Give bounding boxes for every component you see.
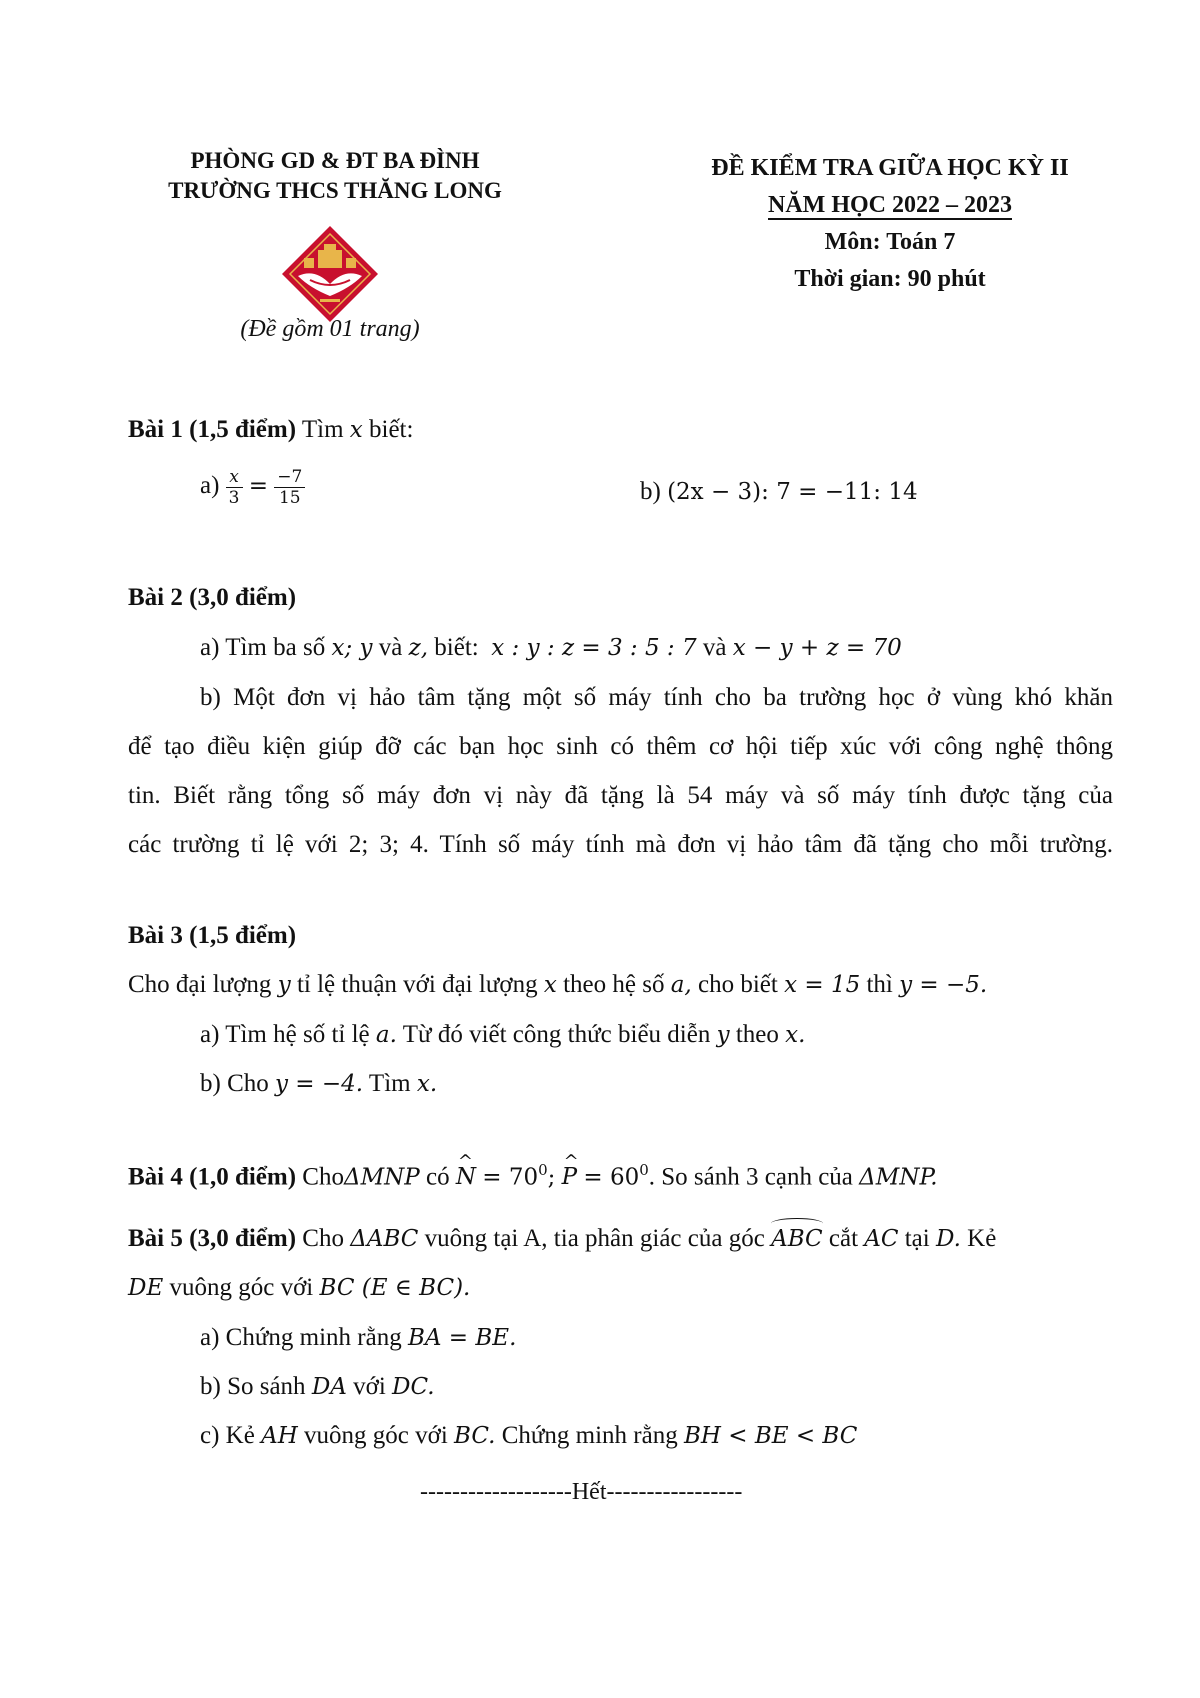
subject: Môn: Toán 7 — [824, 229, 956, 255]
bai1-heading: Bài 1 (1,5 điểm) — [128, 416, 297, 443]
angle-abc: ABC — [771, 1223, 823, 1255]
bai2-b-line4: các trường tỉ lệ với 2; 3; 4. Tính số máy tính mà đơn vị hảo tâm đã tặng cho mỗi trường. — [128, 831, 1113, 858]
duration: Thời gian: 90 phút — [794, 266, 986, 292]
page-count-note: (Đề gồm 01 trang) — [240, 316, 420, 342]
bai3-heading: Bài 3 (1,5 điểm) — [128, 922, 297, 949]
bai5-part-b: b) So sánh DA với DC. — [200, 1373, 435, 1400]
end-marker: -------------------Hết----------------- — [420, 1479, 743, 1505]
bai4-heading: Bài 4 (1,0 điểm) — [128, 1163, 297, 1191]
bai5-line2: DE vuông góc với BC (E ∈ BC). — [128, 1274, 471, 1301]
fraction-minus7-over-15: $\frac{-7}{15}$ — [274, 467, 305, 508]
school-header — [120, 146, 550, 206]
department-name: PHÒNG GD & ĐT BA ĐÌNH — [190, 148, 480, 173]
bai5-part-c: c) Kẻ AH vuông góc với BC. Chứng minh rằng BH < BE < BC — [200, 1422, 858, 1449]
school-year: NĂM HỌC 2022 – 2023 — [768, 192, 1012, 218]
bai4-line: Bài 4 (1,0 điểm) ChoΔMNP có ^ $N = 70^0$; ^ $P = 60^0$. So sánh 3 cạnh của ΔMNP. — [128, 1154, 938, 1193]
school-name: TRƯỜNG THCS THĂNG LONG — [168, 178, 502, 203]
bai3-part-a: a) Tìm hệ số tỉ lệ a. Từ đó viết công thức biểu diễn y theo x. — [200, 1021, 806, 1048]
bai5-part-a: a) Chứng minh rằng BA = BE. — [200, 1324, 517, 1351]
school-logo-icon — [280, 224, 380, 324]
fraction-x-over-3: $\frac{x}{3}$ — [226, 467, 243, 508]
bai2-part-a: a) Tìm ba số x; y và z, biết: x : y : z = 3 : 5 : 7 và x − y + z = 70 — [200, 634, 902, 661]
bai3-part-b: b) Cho y = −4. Tìm x. — [200, 1070, 438, 1097]
angle-p: ^ P — [562, 1161, 577, 1193]
exam-title: ĐỀ KIỂM TRA GIỮA HỌC KỲ II — [711, 155, 1069, 181]
bai2-b-line1: b) Một đơn vị hảo tâm tặng một số máy tính cho ba trường học ở vùng khó khăn — [200, 684, 1113, 711]
bai1-part-a: a) $\frac{x}{3}$ = $\frac{-7}{15}$ — [200, 467, 305, 508]
angle-n: ^ N — [456, 1161, 476, 1193]
bai2-heading: Bài 2 (3,0 điểm) — [128, 584, 297, 611]
bai2-b-line3: tin. Biết rằng tổng số máy đơn vị này đã tặng là 54 máy và số máy tính được tặng của — [128, 782, 1113, 809]
bai1-part-b: b) (2x − 3): 7 = −11: 14 — [640, 478, 918, 505]
bai2-b-line2: để tạo điều kiện giúp đỡ các bạn học sinh có thêm cơ hội tiếp xúc với công nghệ thông — [128, 733, 1113, 760]
bai5-heading: Bài 5 (3,0 điểm) — [128, 1225, 297, 1252]
bai5-line1: Bài 5 (3,0 điểm) Cho ΔABC vuông tại A, tia phân giác của góc ABC cắt AC tại D. Kẻ — [128, 1223, 996, 1255]
bai1-heading-line: Bài 1 (1,5 điểm) Tìm x biết: — [128, 416, 414, 443]
bai3-statement: Cho đại lượng y tỉ lệ thuận với đại lượng x theo hệ số a, cho biết x = 15 thì y = −5. — [128, 971, 988, 998]
exam-header — [650, 150, 1130, 298]
